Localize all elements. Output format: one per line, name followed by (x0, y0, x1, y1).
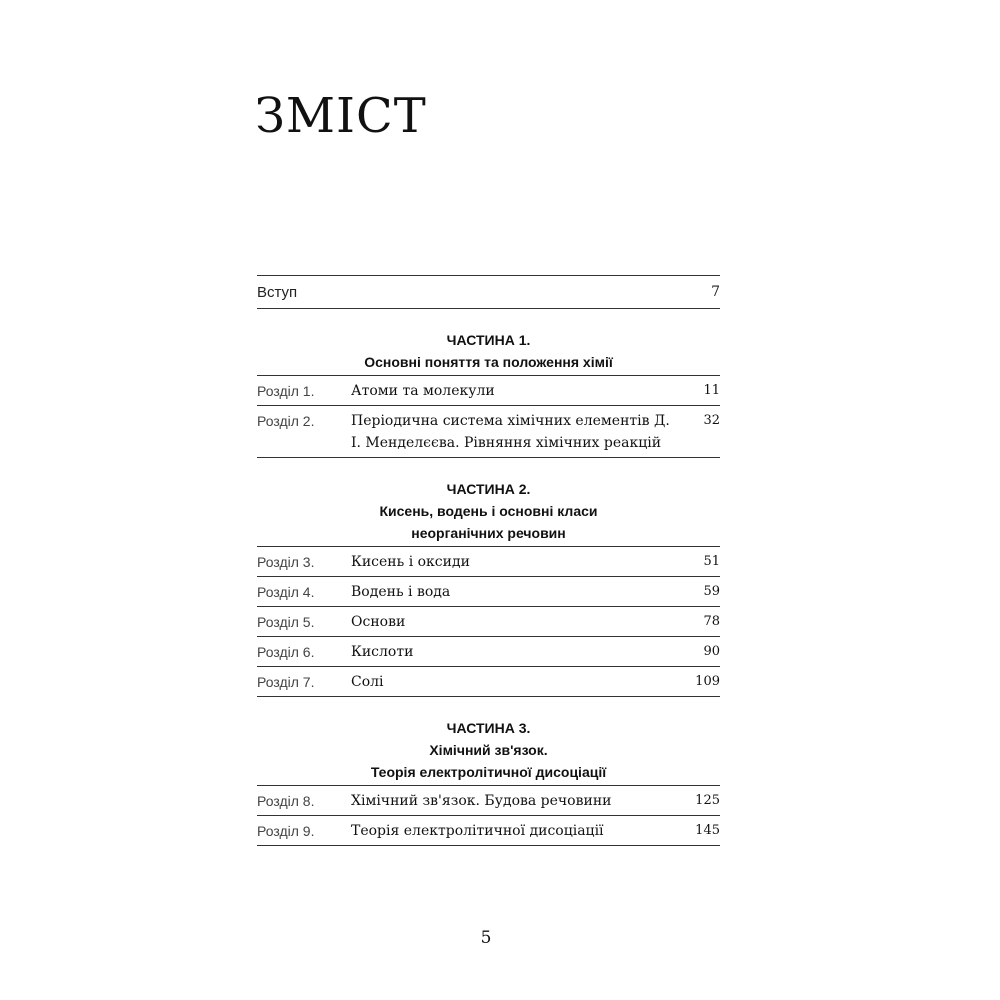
part-subtitle-line: Основні поняття та положення хімії (364, 354, 613, 370)
section-label: Розділ 7. (257, 674, 315, 690)
part-heading-3 (257, 697, 720, 785)
section-label: Розділ 8. (257, 793, 315, 809)
section-page: 51 (703, 554, 720, 569)
toc-entry (257, 577, 720, 607)
part-title: ЧАСТИНА 1. (446, 332, 531, 348)
page-title: ЗМІСТ (255, 88, 427, 144)
section-title: Кисень і оксиди (351, 554, 470, 570)
section-label: Розділ 4. (257, 584, 315, 600)
part-title: ЧАСТИНА 3. (446, 720, 531, 736)
section-title: Основи (351, 614, 406, 630)
part-heading-1 (257, 309, 720, 375)
page-number: 5 (480, 928, 492, 948)
section-label: Розділ 5. (257, 614, 315, 630)
section-title: Солі (351, 674, 384, 690)
section-title: Кислоти (351, 644, 414, 660)
part-subtitle-line: неорганічних речовин (411, 525, 566, 541)
part-subtitle-line: Кисень, водень і основні класи (379, 503, 598, 519)
section-label: Розділ 9. (257, 823, 315, 839)
section-label: Розділ 3. (257, 554, 315, 570)
section-title: Періодична система хімічних елементів Д. І. Менделєєва. Рівняння хімічних реакцій (351, 413, 670, 451)
part-subtitle-line: Хімічний зв'язок. (429, 742, 548, 758)
section-page: 59 (703, 584, 720, 599)
section-title: Атоми та молекули (351, 383, 495, 399)
intro-label: Вступ (257, 283, 298, 301)
section-page: 109 (695, 674, 720, 689)
section-page: 32 (703, 413, 720, 428)
section-label: Розділ 6. (257, 644, 315, 660)
section-page: 145 (695, 823, 720, 838)
part-heading-2 (257, 458, 720, 546)
part-subtitle-line: Теорія електролітичної дисоціації (370, 764, 607, 780)
toc-entry (257, 667, 720, 697)
table-of-contents (257, 275, 720, 846)
toc-entry (257, 406, 720, 458)
section-page: 90 (703, 644, 720, 659)
section-label: Розділ 1. (257, 383, 315, 399)
intro-page: 7 (711, 284, 720, 300)
section-title: Теорія електролітичної дисоціації (351, 823, 604, 839)
section-page: 125 (695, 793, 720, 808)
section-title: Хімічний зв'язок. Будова речовини (351, 793, 612, 809)
toc-entry-intro (257, 276, 720, 309)
toc-entry (257, 546, 720, 577)
section-title: Водень і вода (351, 584, 451, 600)
section-page: 11 (703, 383, 720, 398)
toc-entry (257, 785, 720, 816)
toc-entry (257, 637, 720, 667)
section-page: 78 (703, 614, 720, 629)
toc-entry (257, 816, 720, 846)
toc-entry (257, 375, 720, 406)
section-label: Розділ 2. (257, 413, 315, 429)
toc-entry (257, 607, 720, 637)
part-title: ЧАСТИНА 2. (446, 481, 531, 497)
